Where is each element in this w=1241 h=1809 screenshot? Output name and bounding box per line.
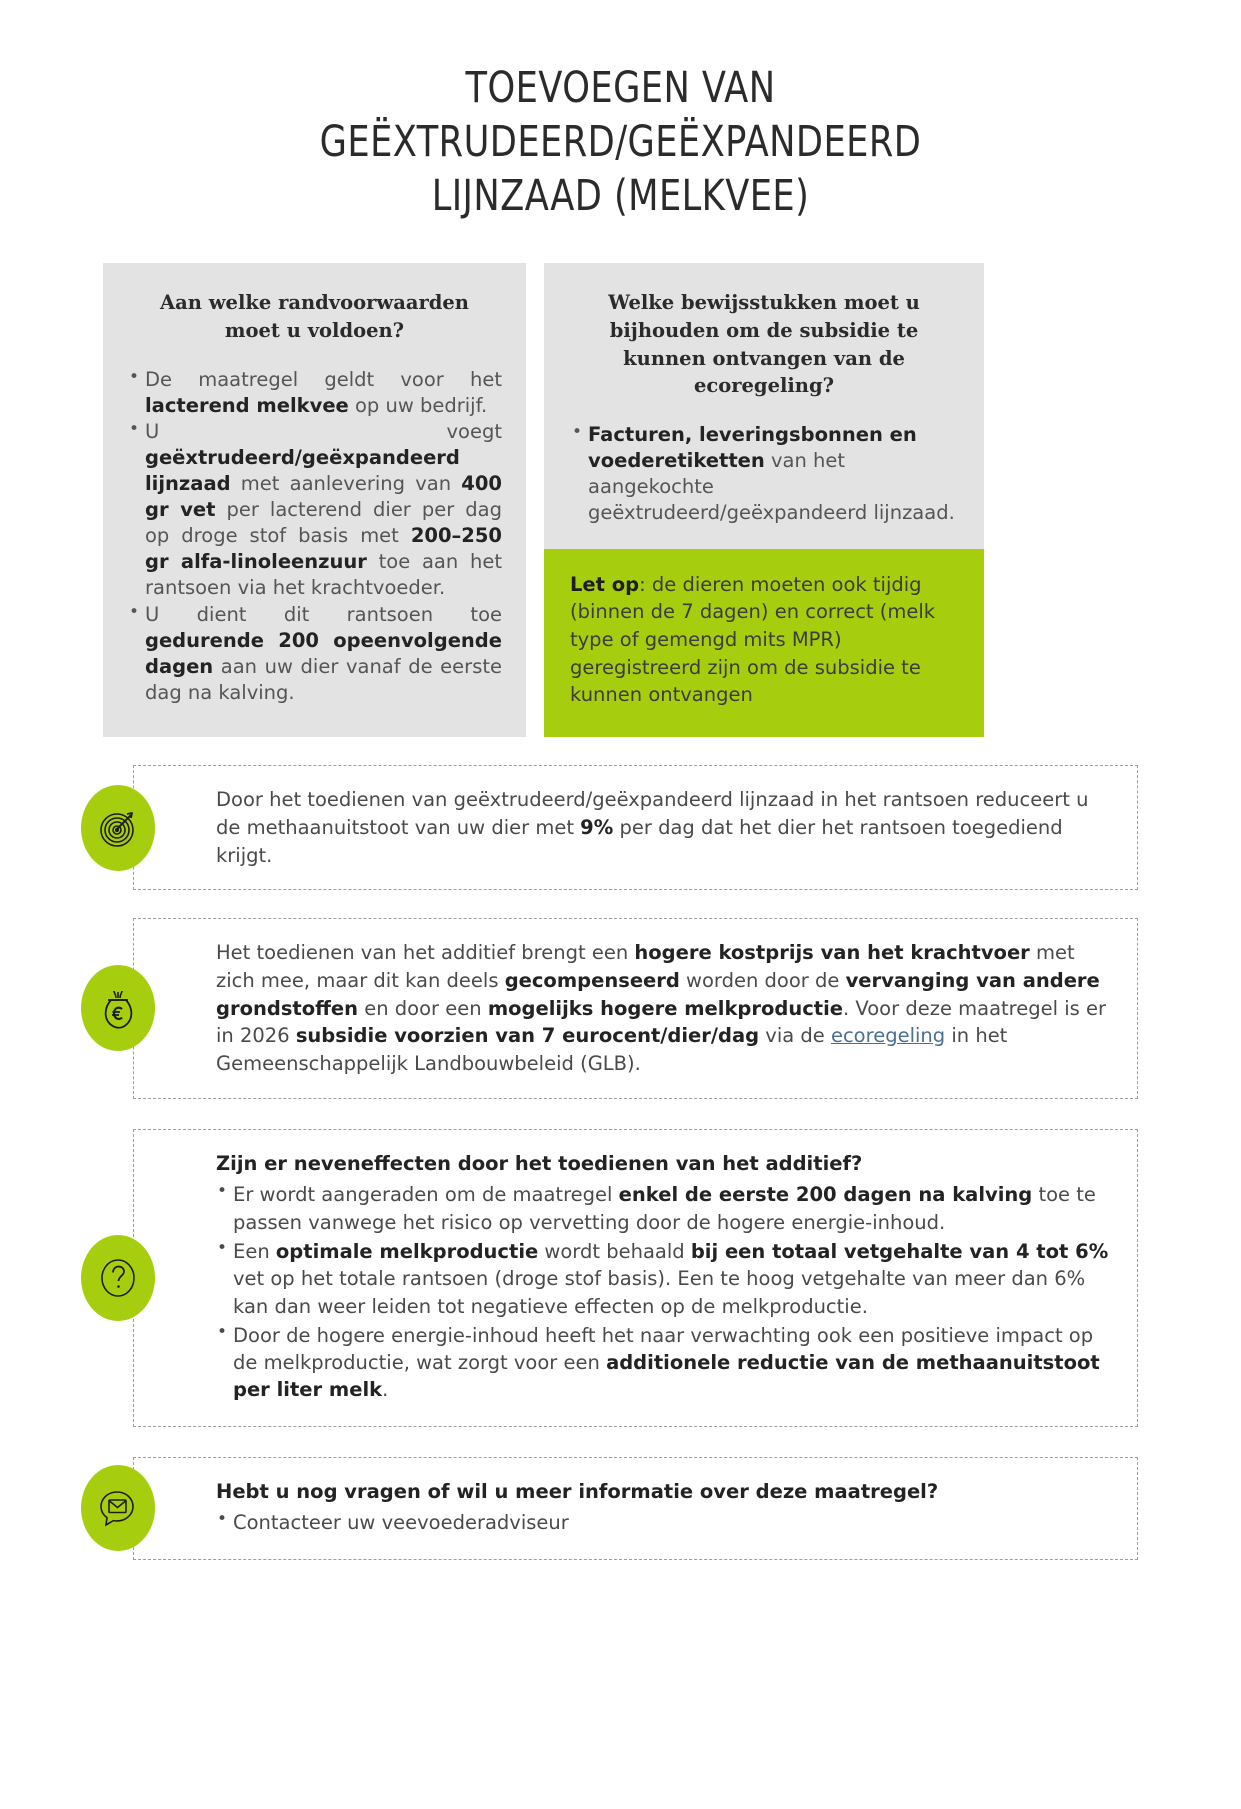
money-bag-euro-icon	[81, 965, 155, 1051]
contact-list	[216, 1509, 1111, 1536]
info-section-side-effects-body	[134, 1130, 1137, 1426]
contact-mail-icon	[81, 1465, 155, 1551]
list-item: • Een optimale melkproductie wordt behaald bij een totaal vetgehalte van 4 tot 6% vet op het totale rantsoen (droge stof basis). Een te hoog vetgehalte van meer dan 6% kan dan weer leiden tot negatieve effecten op de melkproductie.	[216, 1238, 1111, 1320]
info-section-contact-body	[134, 1458, 1137, 1559]
list-item: • De maatregel geldt voor het lacterend melkvee op uw bedrijf.	[127, 367, 502, 419]
page-title: TOEVOEGEN VAN GEËXTRUDEERD/GEËXPANDEERD LIJNZAAD (MELKVEE)	[319, 63, 922, 221]
conditions-panel	[103, 263, 526, 737]
evidence-panel	[544, 263, 984, 737]
contact-heading: Hebt u nog vragen of wil u meer informatie over deze maatregel?	[216, 1479, 939, 1503]
list-item: • U dient dit rantsoen toe gedurende 200 opeenvolgende dagen aan uw dier vanaf de eerste dag na kalving.	[127, 602, 502, 706]
conditions-list	[127, 367, 502, 706]
side-effects-heading: Zijn er neveneffecten door het toedienen van het additief?	[216, 1151, 863, 1175]
attention-note-box	[544, 549, 984, 737]
info-section-cost-body	[134, 919, 1137, 1097]
question-mark-icon	[81, 1235, 155, 1321]
info-section-cost	[133, 918, 1138, 1098]
list-item: • U voegt geëxtrudeerd/geëxpandeerd lijnzaad met aanlevering van 400 gr vet per lacterend dier per dag op droge stof basis met 200–250 gr alfa-linoleenzuur toe aan het rantsoen via het krachtvoeder.	[127, 419, 502, 600]
target-icon	[81, 785, 155, 871]
list-item: • Facturen, leveringsbonnen en voederetiketten van het aangekochte geëxtrudeerd/geëxpandeerd lijnzaad.	[570, 422, 958, 526]
evidence-panel-grey	[544, 263, 984, 548]
conditions-heading: Aan welke randvoorwaarden moet u voldoen?	[160, 291, 469, 342]
impact-text: Door het toedienen van geëxtrudeerd/geëxpandeerd lijnzaad in het rantsoen reduceert u de methaanuitstoot van uw dier met 9% per dag dat het dier het rantsoen toegediend krijgt.	[216, 788, 1089, 867]
info-section-side-effects	[133, 1129, 1138, 1427]
two-column-panels	[0, 223, 1241, 737]
list-item: • Contacteer uw veevoederadviseur	[216, 1509, 1111, 1536]
evidence-list	[570, 422, 958, 526]
info-section-contact	[133, 1457, 1138, 1560]
info-section-impact-body	[134, 766, 1137, 889]
cost-text: Het toedienen van het additief brengt een hogere kostprijs van het krachtvoer met zich mee, maar dit kan deels gecompenseerd worden door de vervanging van andere grondstoffen en door een mogelijks hogere melkproductie. Voor deze maatregel is er in 2026 subsidie voorzien van 7 eurocent/dier/dag via de ecoregeling in het Gemeenschappelijk Landbouwbeleid (GLB).	[216, 941, 1107, 1075]
list-item: • Er wordt aangeraden om de maatregel enkel de eerste 200 dagen na kalving toe te passen vanwege het risico op vervetting door de hogere energie-inhoud.	[216, 1181, 1111, 1236]
list-item: • Door de hogere energie-inhoud heeft het naar verwachting ook een positieve impact op de melkproductie, wat zorgt voor een additionele reductie van de methaanuitstoot per liter melk.	[216, 1322, 1111, 1404]
attention-note-text: Let op: de dieren moeten ook tijdig (binnen de 7 dagen) en correct (melk type of gemengd mits MPR) geregistreerd zijn om de subsidie te kunnen ontvangen	[570, 572, 936, 707]
evidence-heading: Welke bewijsstukken moet u bijhouden om de subsidie te kunnen ontvangen van de ecoregeling?	[608, 291, 920, 398]
info-section-impact	[133, 765, 1138, 890]
side-effects-list	[216, 1181, 1111, 1403]
ecoregeling-link[interactable]: ecoregeling	[830, 1024, 946, 1048]
